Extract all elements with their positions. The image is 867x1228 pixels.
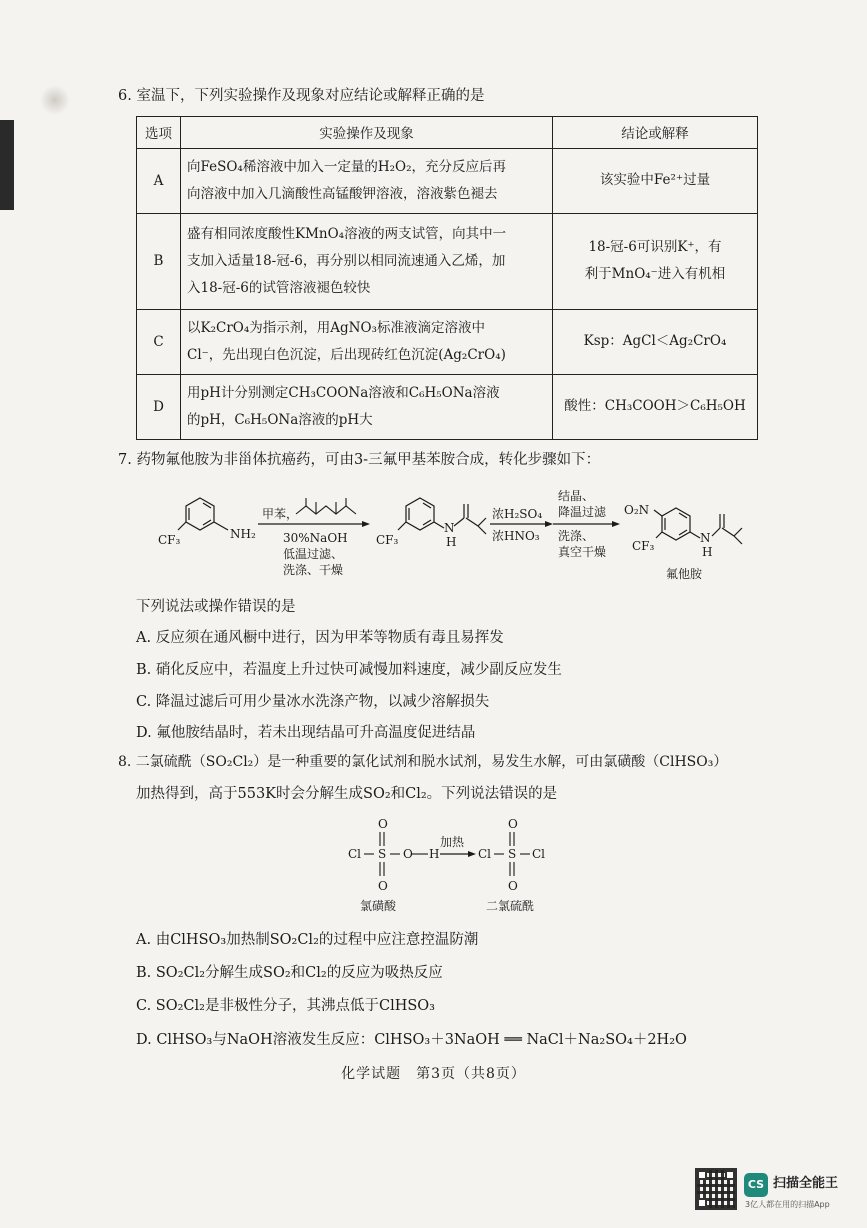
row-conclusion [553,148,758,213]
hydroxyl-h-label: H [429,847,440,861]
arrowhead-icon [545,521,553,527]
condition-1-filter: 低温过滤、 [283,547,344,561]
benzene-ring-1 [178,498,228,530]
anhydride-structure [296,498,356,514]
condition-3-wash: 洗涤、 [558,529,595,543]
table-row [137,309,758,374]
conclusion-line: 酸性：CH₃COOH＞C₆H₅OH [564,398,746,415]
row-operation [181,148,553,213]
row-operation [181,374,553,439]
option-c: C. 降温过滤后可用少量冰水洗涤产物，以减少溶解损失 [136,694,490,710]
row-conclusion [553,374,758,439]
oxygen-label: O [378,817,388,831]
operation-line: 支加入适量18-冠-6，再分别以相同流速通入乙烯，加 [187,252,506,269]
option-a: A. 由ClHSO₃加热制SO₂Cl₂的过程中应注意控温防潮 [136,932,479,948]
q6-table [136,116,758,440]
condition-3-dry: 真空干燥 [558,545,607,559]
row-operation [181,213,553,309]
watermark-tagline: 3亿人都在用的扫描App [745,1200,830,1209]
row-option: A [137,148,181,213]
row-conclusion [553,213,758,309]
option-a: A. 反应须在通风橱中进行，因为甲苯等物质有毒且易挥发 [136,630,504,646]
option-d: D. 氟他胺结晶时，若未出现结晶可升高温度促进结晶 [136,725,476,741]
q6-stem: 6. 室温下，下列实验操作及现象对应结论或解释正确的是 [118,88,485,104]
chlorine-label: Cl [532,847,546,861]
benzene-ring-3 [654,508,742,544]
arrowhead-icon [612,521,620,527]
amide-h-label: H [702,545,713,559]
operation-line: 以K₂CrO₄为指示剂，用AgNO₃标准液滴定溶液中 [187,319,485,336]
q7-prompt: 下列说法或操作错误的是 [136,599,296,615]
nh2-label: NH₂ [230,527,256,541]
arrowhead-icon [362,521,370,527]
conclusion-line: 18-冠-6可识别K⁺，有 [588,239,722,256]
condition-3-filter: 降温过滤 [558,505,607,519]
table-row [137,213,758,309]
q7-synthesis-scheme [0,478,867,598]
chlorine-label: Cl [348,847,362,861]
scan-smudge [40,85,70,115]
row-option: D [137,374,181,439]
condition-2-hno3: 浓HNO₃ [492,529,540,543]
sulfur-label: S [378,847,387,861]
conclusion-line: Ksp：AgCl＜Ag₂CrO₄ [583,333,727,350]
sulfuryl-chloride-name: 二氯硫酰 [486,899,535,913]
nitro-label: O₂N [624,503,650,517]
q8-reaction-scheme [0,810,867,920]
condition-2-h2so4: 浓H₂SO₄ [492,507,543,521]
heat-label: 加热 [440,835,465,849]
operation-line: 向FeSO₄稀溶液中加入一定量的H₂O₂，充分反应后再 [187,158,507,175]
condition-1-naoh: 30%NaOH [283,531,348,545]
scan-edge-shadow [0,120,14,210]
amide-h-label: H [446,535,457,549]
option-b: B. SO₂Cl₂分解生成SO₂和Cl₂的反应为吸热反应 [136,965,443,981]
header-option: 选项 [137,117,181,149]
row-option: B [137,213,181,309]
oxygen-label: O [378,879,388,893]
option-d: D. ClHSO₃与NaOH溶液发生反应：ClHSO₃＋3NaOH ══ NaCl＋Na₂SO₄＋2H₂O [136,1032,687,1048]
row-option: C [137,309,181,374]
amide-n-label: N [700,531,711,545]
operation-line: 入18-冠-6的试管溶液褪色较快 [187,279,371,296]
conclusion-line: 该实验中Fe²⁺过量 [599,172,711,189]
q7-stem: 7. 药物氟他胺为非甾体抗癌药，可由3-三氟甲基苯胺合成，转化步骤如下： [118,452,601,468]
sulfur-label: S [508,847,517,861]
cf3-label: CF₃ [632,539,655,553]
option-c: C. SO₂Cl₂是非极性分子，其沸点低于ClHSO₃ [136,998,435,1014]
operation-line: 向溶液中加入几滴酸性高锰酸钾溶液，溶液紫色褪去 [187,185,498,202]
operation-line: 的pH，C₆H₅ONa溶液的pH大 [187,411,373,428]
option-b: B. 硝化反应中，若温度上升过快可减慢加料速度，减少副反应发生 [136,662,562,678]
condition-1-wash: 洗涤、干燥 [283,563,344,577]
flutamide-name: 氟他胺 [666,567,703,581]
header-operation: 实验操作及现象 [181,117,553,149]
q8-stem-line1: 8. 二氯硫酰（SO₂Cl₂）是一种重要的氯化试剂和脱水试剂，易发生水解，可由氯磺酸（ClHSO₃） [118,754,728,770]
table-row [137,374,758,439]
oxygen-label: O [403,847,413,861]
qr-code-icon [695,1168,737,1210]
operation-line: 用pH计分别测定CH₃COONa溶液和C₆H₅ONa溶液 [187,384,500,401]
cf3-label: CF₃ [158,533,181,547]
chlorine-label: Cl [478,847,492,861]
table-row [137,148,758,213]
oxygen-label: O [508,817,518,831]
operation-line: 盛有相同浓度酸性KMnO₄溶液的两支试管，向其中一 [187,225,507,242]
table-header-row [137,117,758,149]
camscanner-logo-icon: CS [744,1173,768,1197]
amide-n-label: N [444,521,455,535]
page-footer: 化学试题 第3页（共8页） [341,1066,526,1082]
oxygen-label: O [508,879,518,893]
row-operation [181,309,553,374]
operation-line: Cl⁻，先出现白色沉淀，后出现砖红色沉淀(Ag₂CrO₄) [187,346,506,363]
header-conclusion: 结论或解释 [553,117,758,149]
benzene-ring-2 [398,498,486,534]
condition-3-crystallize: 结晶、 [558,489,595,503]
condition-1-toluene: 甲苯， [262,507,299,521]
row-conclusion [553,309,758,374]
conclusion-line: 利于MnO₄⁻进入有机相 [584,266,726,283]
watermark-brand: 扫描全能王 [773,1176,839,1191]
arrowhead-icon [468,851,476,857]
cf3-label: CF₃ [376,533,399,547]
q8-stem-line2: 加热得到，高于553K时会分解生成SO₂和Cl₂。下列说法错误的是 [136,786,558,802]
chlorosulfonic-acid-name: 氯磺酸 [360,899,397,913]
